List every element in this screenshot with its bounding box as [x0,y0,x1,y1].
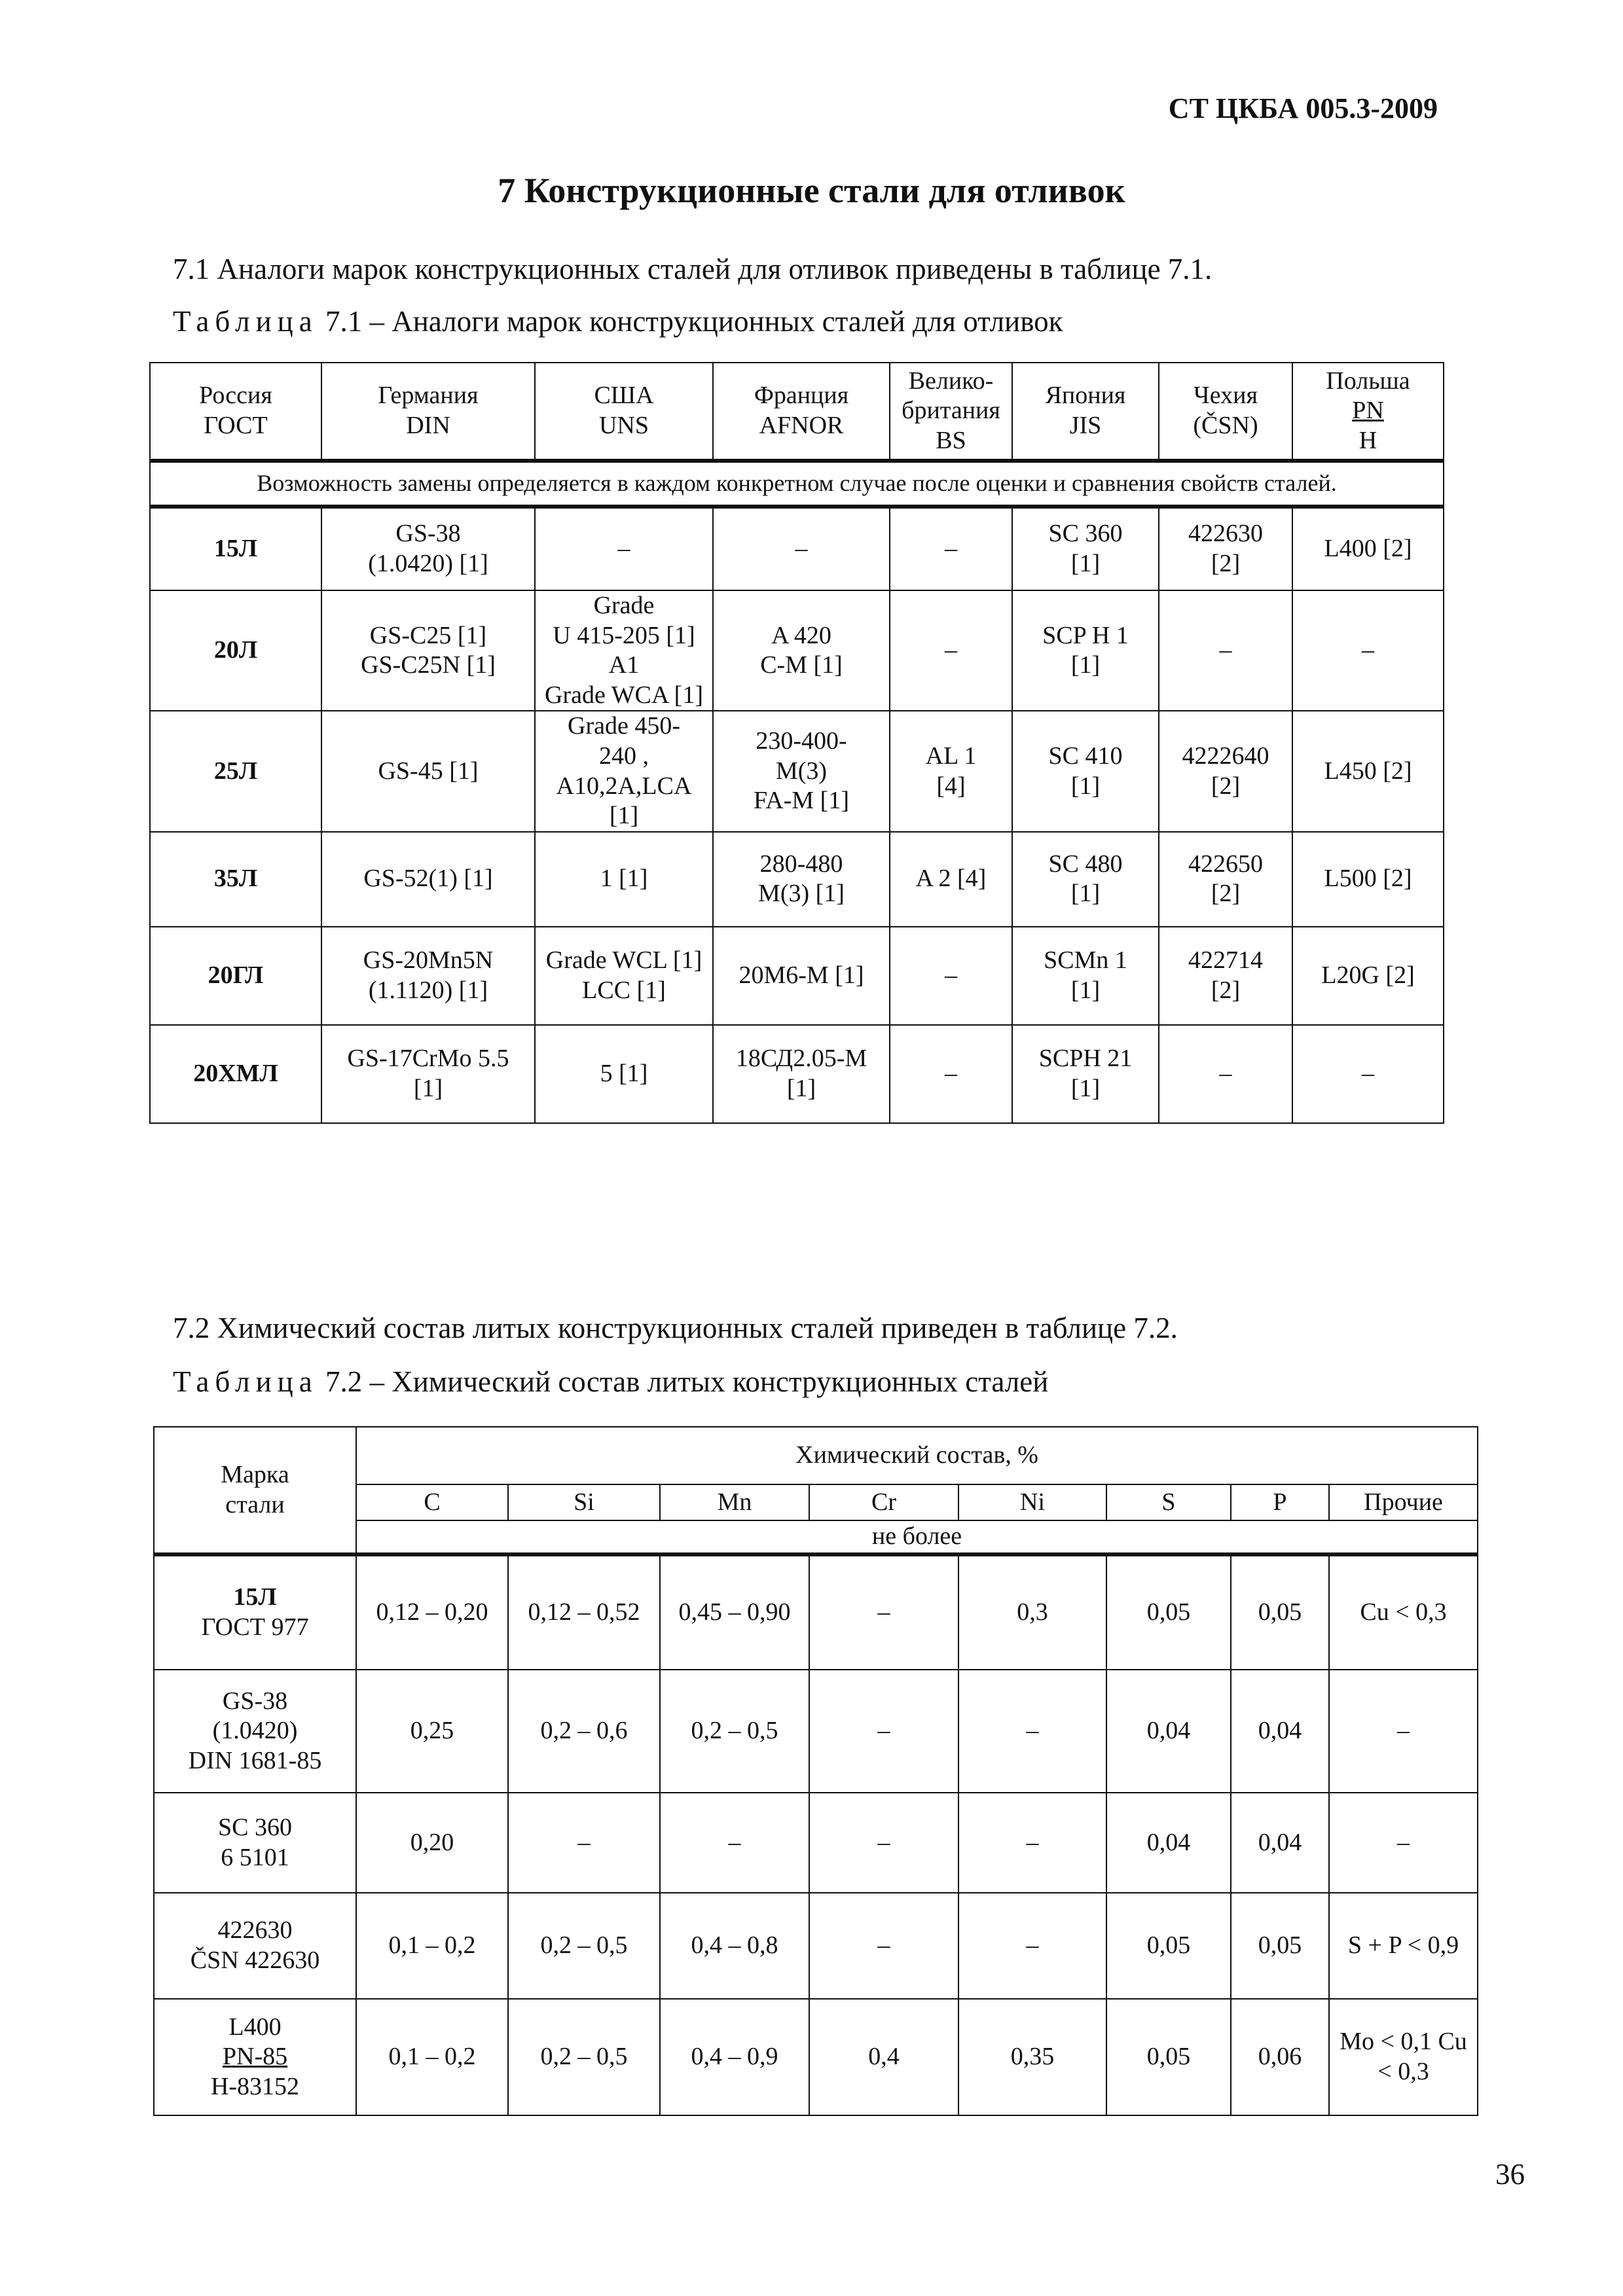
cell-line: – [1219,1059,1232,1087]
cell-line: стали [225,1490,285,1518]
cell-line: Велико- [908,367,994,395]
cell-line: 6 5101 [221,1843,289,1871]
composition-row [154,1793,1478,1893]
analog-cell [713,590,890,711]
cell-line: M(3) [1] [758,880,845,908]
analog-cell [321,590,535,711]
element-header-cell: Прочие [1329,1484,1478,1520]
grade-cell [154,1893,356,1999]
cell-line: [2] [1211,976,1241,1004]
analog-cell [1012,711,1159,831]
analog-cell [321,507,535,590]
value-cell: 0,4 – 0,9 [660,1999,809,2115]
cell-line: 240 , [599,742,649,770]
composition-row [154,1670,1478,1793]
element-header-cell: P [1231,1484,1329,1520]
cell-line: L400 [2] [1324,535,1412,563]
grade-cell [154,1554,356,1670]
cell-line: 230-400- [756,727,847,755]
page-number: 36 [1495,2158,1525,2191]
analog-cell [1159,507,1292,590]
grade-header-cell [154,1427,356,1554]
cell-line: U 415-205 [1] [553,621,695,649]
cell-line: [1] [1070,1074,1101,1102]
analog-cell [1012,507,1159,590]
value-cell: – [508,1793,660,1893]
cell-line: [1] [609,802,639,830]
analog-cell [1292,927,1444,1025]
cell-line: США [594,382,654,410]
value-cell: – [809,1554,958,1670]
cell-line: GS-52(1) [1] [363,865,493,893]
cell-line: AL 1 [925,742,977,770]
cell-line: – [1362,636,1374,664]
cell-line: – [945,636,957,664]
note-row [150,461,1444,507]
cell-line: – [1362,1059,1374,1087]
value-cell: – [958,1793,1106,1893]
cell-line: [2] [1211,772,1241,800]
analog-cell [890,1025,1012,1123]
value-cell: 0,4 [809,1999,958,2115]
cell-line: – [795,535,808,563]
cell-line: 15Л [233,1583,277,1611]
cell-line: SC 480 [1048,850,1123,878]
grade-cell [150,711,321,831]
composition-group-header: Химический состав, % [356,1427,1478,1484]
value-cell: S + P < 0,9 [1329,1893,1478,1999]
value-cell: 0,12 – 0,20 [356,1554,508,1670]
cell-line: GS-C25 [1] [369,621,487,649]
cell-line: ГОСТ 977 [201,1613,309,1641]
analog-cell [1159,927,1292,1025]
chemical-composition-table [153,1426,1478,2116]
cell-line: Grade [593,592,655,619]
cell-line: SCMn 1 [1044,946,1127,975]
value-cell: 0,3 [958,1554,1106,1670]
value-cell: 0,04 [1231,1793,1329,1893]
value-cell: 0,2 – 0,5 [508,1999,660,2115]
composition-header-row [154,1427,1478,1484]
value-cell: – [1329,1670,1478,1793]
cell-line: 422630 [217,1916,293,1945]
cell-line: Польша [1326,367,1410,395]
caption-text: 7.1 – Аналоги марок конструкционных сталей для отливок [325,305,1063,338]
value-cell: – [809,1793,958,1893]
analog-cell [1012,832,1159,927]
analog-cell [1012,590,1159,711]
analog-cell [1012,927,1159,1025]
analog-cell [713,927,890,1025]
value-cell: 0,05 [1231,1554,1329,1670]
caption-prefix: Таблица [173,305,318,338]
value-cell: 0,2 – 0,5 [660,1670,809,1793]
value-cell: 0,1 – 0,2 [356,1999,508,2115]
cell-line: GS-38 [222,1687,288,1715]
cell-line: GS-17CrMo 5.5 [347,1045,509,1073]
cell-line: [1] [1070,880,1101,908]
cell-line: L20G [2] [1321,961,1415,989]
cell-line: C-M [1] [760,651,843,679]
value-cell: – [660,1793,809,1893]
table-7-1-caption [173,304,1063,338]
cell-line: SC 360 [1048,520,1123,548]
value-cell: 0,06 [1231,1999,1329,2115]
composition-row [154,1554,1478,1670]
header-cell [535,363,713,461]
value-cell: – [809,1893,958,1999]
cell-line: DIN [406,412,450,439]
element-header-cell: S [1106,1484,1231,1520]
composition-row [154,1999,1478,2115]
grade-cell [150,507,321,590]
cell-line: (1.0420) [1] [368,550,488,577]
replacement-note: Возможность замены определяется в каждом конкретном случае после оценки и сравнения свойств сталей. [150,461,1444,507]
header-cell [890,363,1012,461]
cell-line: 15Л [213,535,258,563]
cell-line: GS-38 [395,520,461,548]
cell-line: L400 [228,2013,282,2041]
analog-cell [1159,590,1292,711]
cell-line: Германия [378,382,479,410]
cell-line: [2] [1211,550,1241,577]
caption-text: 7.2 – Химический состав литых конструкционных сталей [325,1365,1049,1398]
cell-line: Grade WCA [1] [544,681,703,709]
element-header-cell: Mn [660,1484,809,1520]
grade-cell [154,1793,356,1893]
steel-analogs-table [149,362,1444,1124]
header-cell [321,363,535,461]
header-cell [713,363,890,461]
cell-line: Франция [754,382,849,410]
value-cell: – [809,1670,958,1793]
value-cell: Mo < 0,1 Cu < 0,3 [1329,1999,1478,2115]
analog-cell [321,927,535,1025]
cell-line: 20ХМЛ [193,1059,278,1087]
analog-cell [1159,1025,1292,1123]
table-row [150,927,1444,1025]
cell-line: 20ГЛ [208,961,264,989]
element-header-cell: Cr [809,1484,958,1520]
grade-cell [154,1999,356,2115]
cell-line: 5 [1] [600,1059,648,1087]
cell-line: AFNOR [759,412,844,439]
cell-line: британия [902,397,1000,425]
value-cell: 0,04 [1106,1670,1231,1793]
cell-line: A1 [608,651,640,679]
table-row [150,1025,1444,1123]
cell-line: SCPH 21 [1038,1045,1133,1073]
analog-cell [1159,832,1292,927]
grade-cell [150,590,321,711]
cell-line: [1] [1070,651,1101,679]
analog-cell [1292,832,1444,927]
analog-cell [1159,711,1292,831]
value-cell: 0,25 [356,1670,508,1793]
cell-line: Grade 450- [568,712,680,740]
analog-cell [890,507,1012,590]
analog-cell [535,711,713,831]
cell-line: Grade WCL [1] [545,946,702,975]
value-cell: 0,4 – 0,8 [660,1893,809,1999]
cell-line: 422630 [1188,520,1263,548]
cell-line: M(3) [775,757,828,785]
grade-cell [150,1025,321,1123]
header-cell [150,363,321,461]
analog-cell [1292,590,1444,711]
cell-line: 35Л [213,865,258,893]
analog-cell [321,832,535,927]
cell-line: – [945,1059,957,1087]
cell-line: GS-20Mn5N [363,946,494,975]
value-cell: – [958,1893,1106,1999]
cell-line: 20M6-M [1] [739,961,864,989]
cell-line: JIS [1069,412,1102,439]
document-code: СТ ЦКБА 005.3-2009 [1168,92,1438,124]
cell-line: 4222640 [1182,742,1269,770]
table-row [150,711,1444,831]
value-cell: 0,20 [356,1793,508,1893]
cell-line: SCP H 1 [1042,621,1129,649]
analog-cell [535,832,713,927]
header-cell [1292,363,1444,461]
cell-line: [1] [1070,550,1101,577]
table-7-2-caption [173,1365,1048,1399]
grade-cell [150,832,321,927]
cell-line: GS-C25N [1] [361,651,496,679]
cell-line: Россия [199,382,272,410]
cell-line: LCC [1] [582,976,666,1004]
analog-cell [890,711,1012,831]
cell-line: 1 [1] [600,865,648,893]
analog-cell [1292,507,1444,590]
analog-cell [535,927,713,1025]
cell-line: DIN 1681-85 [188,1746,322,1774]
cell-line: GS-45 [1] [378,757,479,785]
cell-line: Чехия [1194,382,1258,410]
analog-cell [535,1025,713,1123]
value-cell: Cu < 0,3 [1329,1554,1478,1670]
cell-line: Марка [221,1460,289,1488]
table-row [150,832,1444,927]
cell-line: 18СД2.05-M [735,1045,867,1073]
analog-cell [321,711,535,831]
cell-line: PN [1352,397,1384,425]
value-cell: 0,05 [1231,1893,1329,1999]
cell-line: 280-480 [759,850,843,878]
cell-line: Япония [1045,382,1126,410]
value-cell: 0,2 – 0,6 [508,1670,660,1793]
analog-cell [713,832,890,927]
section-title: 7 Конструкционные стали для отливок [498,171,1125,210]
value-cell: 0,05 [1106,1893,1231,1999]
cell-line: 422714 [1188,946,1263,975]
analog-cell [890,927,1012,1025]
cell-line: – [1219,636,1232,664]
caption-prefix: Таблица [173,1365,318,1398]
cell-line: 25Л [213,757,258,785]
value-cell: 0,2 – 0,5 [508,1893,660,1999]
cell-line: [2] [1211,880,1241,908]
element-header-cell: Si [508,1484,660,1520]
value-cell: 0,04 [1106,1793,1231,1893]
analog-cell [1292,1025,1444,1123]
analog-cell [1012,1025,1159,1123]
cell-line: [1] [1070,976,1101,1004]
cell-line: 20Л [213,636,258,664]
value-cell: – [1329,1793,1478,1893]
cell-line: 422650 [1188,850,1263,878]
composition-row [154,1893,1478,1999]
cell-line: ГОСТ [204,412,268,439]
cell-line: [1] [786,1074,816,1102]
cell-line: A 2 [4] [915,865,987,893]
cell-line: (1.1120) [1] [368,976,488,1004]
analog-cell [535,590,713,711]
cell-line: [4] [936,772,966,800]
cell-line: – [617,535,630,563]
cell-line: H [1359,426,1377,454]
analog-cell [713,1025,890,1123]
analog-cell [890,590,1012,711]
element-header-cell: Ni [958,1484,1106,1520]
element-header-cell: C [356,1484,508,1520]
value-cell: 0,35 [958,1999,1106,2115]
cell-line: H-83152 [210,2072,300,2100]
grade-cell [154,1670,356,1793]
cell-line: – [945,535,957,563]
cell-line: BS [936,426,966,454]
value-cell: 0,12 – 0,52 [508,1554,660,1670]
header-cell [1159,363,1292,461]
paragraph-7-2: 7.2 Химический состав литых конструкционных сталей приведен в таблице 7.2. [173,1312,1178,1344]
cell-line: PN-85 [222,2043,288,2071]
cell-line: [1] [413,1074,443,1102]
limit-note-cell: не более [356,1520,1478,1554]
analog-cell [713,711,890,831]
value-cell: 0,05 [1106,1554,1231,1670]
table-row [150,590,1444,711]
cell-line: SC 360 [218,1813,292,1841]
paragraph-7-1: 7.1 Аналоги марок конструкционных сталей для отливок приведены в таблице 7.1. [173,253,1213,285]
value-cell: 0,1 – 0,2 [356,1893,508,1999]
value-cell: 0,45 – 0,90 [660,1554,809,1670]
cell-line: SC 410 [1048,742,1123,770]
cell-line: FA-M [1] [753,787,849,815]
cell-line: L450 [2] [1324,757,1412,785]
analog-cell [535,507,713,590]
analog-cell [321,1025,535,1123]
cell-line: ČSN 422630 [190,1946,320,1974]
table-row [150,507,1444,590]
header-cell [1012,363,1159,461]
cell-line: A 420 [771,621,831,649]
cell-line: [1] [1070,772,1101,800]
value-cell: 0,05 [1106,1999,1231,2115]
cell-line: – [945,961,957,989]
cell-line: (1.0420) [212,1717,298,1745]
analog-cell [890,832,1012,927]
table-header-row [150,363,1444,461]
value-cell: – [958,1670,1106,1793]
cell-line: L500 [2] [1324,865,1412,893]
cell-line: UNS [598,412,649,439]
grade-cell [150,927,321,1025]
analog-cell [1292,711,1444,831]
analog-cell [713,507,890,590]
cell-line: (ČSN) [1193,412,1258,439]
value-cell: 0,04 [1231,1670,1329,1793]
cell-line: A10,2A,LCA [556,772,692,800]
